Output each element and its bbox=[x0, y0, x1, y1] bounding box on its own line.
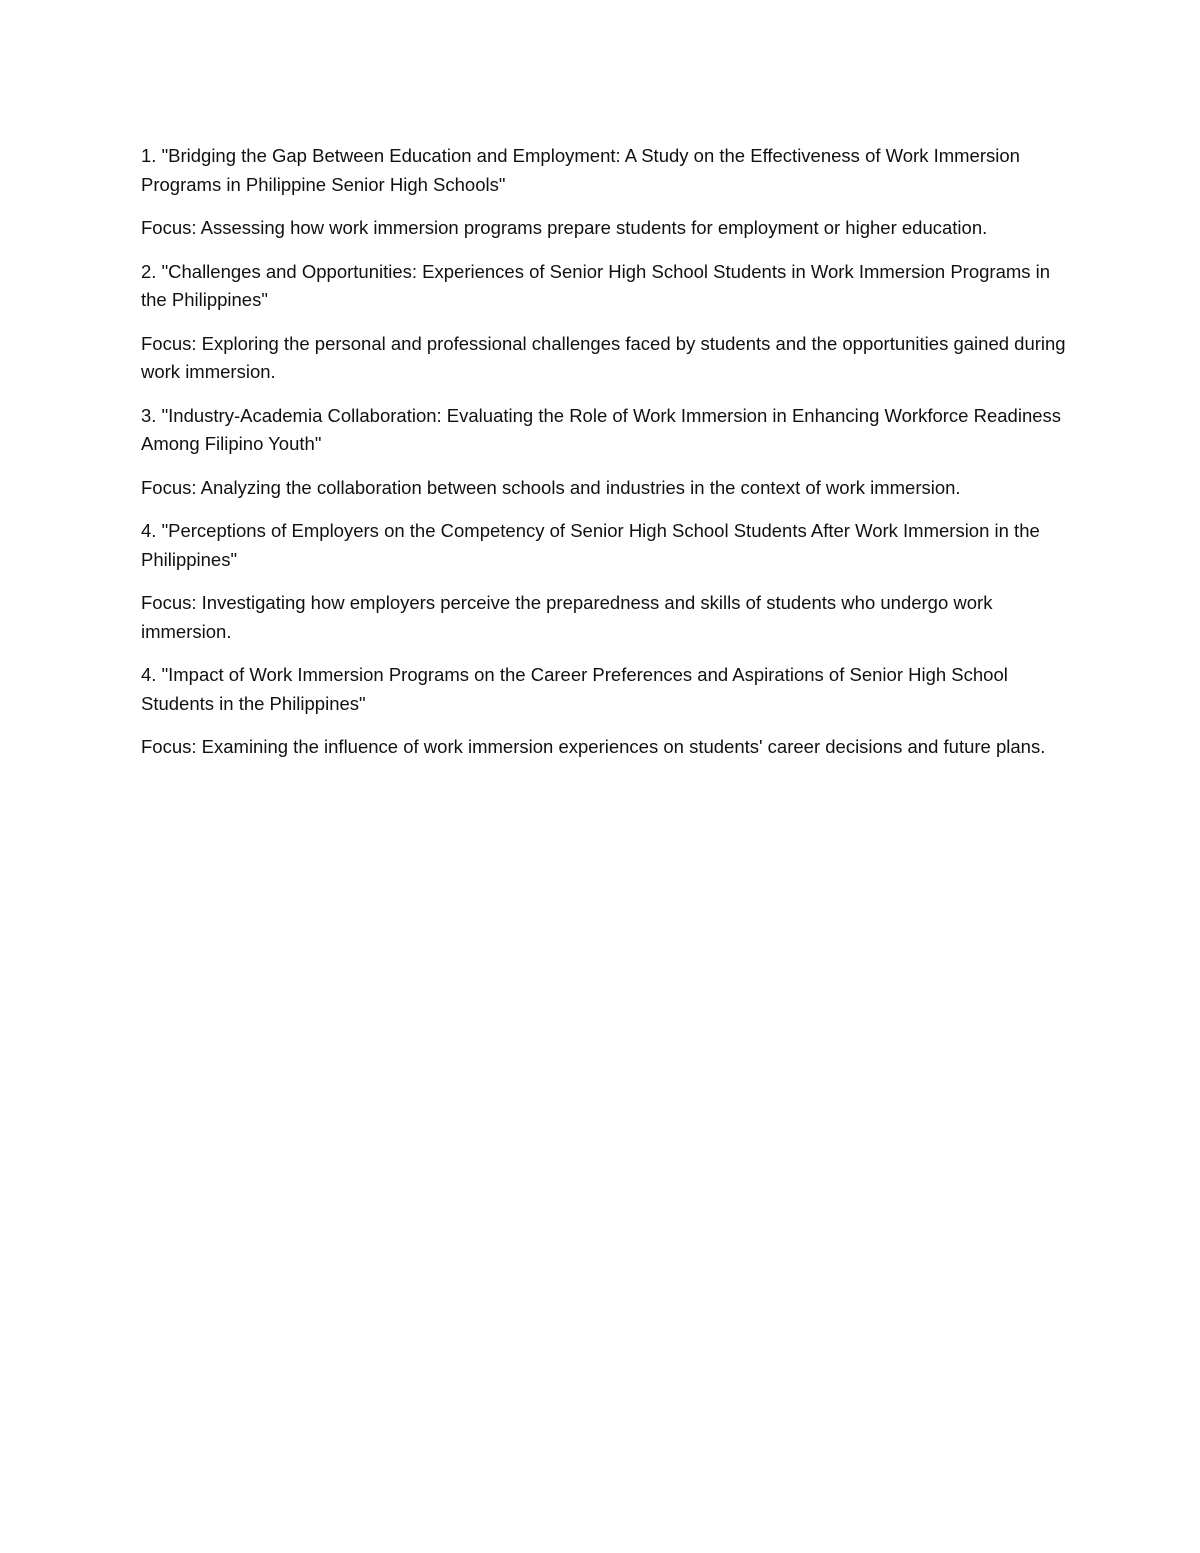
entry-3-focus: Focus: Analyzing the collaboration between schools and industries in the context of work immersion. bbox=[141, 476, 961, 498]
entry-1-focus: Focus: Assessing how work immersion programs prepare students for employment or higher education. bbox=[141, 217, 988, 238]
entry-2-title: 2. "Challenges and Opportunities: Experiences of Senior High School Students in Work Immersion Programs in the Philippines" bbox=[141, 260, 1051, 310]
entry-4-title: 4. "Perceptions of Employers on the Competency of Senior High School Students After Work Immersion in the Philippines" bbox=[141, 520, 1040, 570]
entry-5-focus: Focus: Examining the influence of work immersion experiences on students' career decisions and future plans. bbox=[141, 736, 1046, 757]
entry-2-focus: Focus: Exploring the personal and professional challenges faced by students and the opportunities gained during work immersion. bbox=[141, 332, 1066, 382]
entry-3-title: 3. "Industry-Academia Collaboration: Evaluating the Role of Work Immersion in Enhancing Workforce Readiness Among Filipino Youth" bbox=[141, 404, 1062, 454]
entry-4-focus: Focus: Investigating how employers perceive the preparedness and skills of students who undergo work immersion. bbox=[141, 592, 993, 642]
entry-5-title: 4. "Impact of Work Immersion Programs on the Career Preferences and Aspirations of Senior High School Students in the Philippines" bbox=[141, 664, 1008, 714]
entry-1-title: 1. "Bridging the Gap Between Education and Employment: A Study on the Effectiveness of Work Immersion Programs in Philippine Senior High Schools" bbox=[141, 145, 1020, 195]
document-body bbox=[141, 142, 1066, 777]
